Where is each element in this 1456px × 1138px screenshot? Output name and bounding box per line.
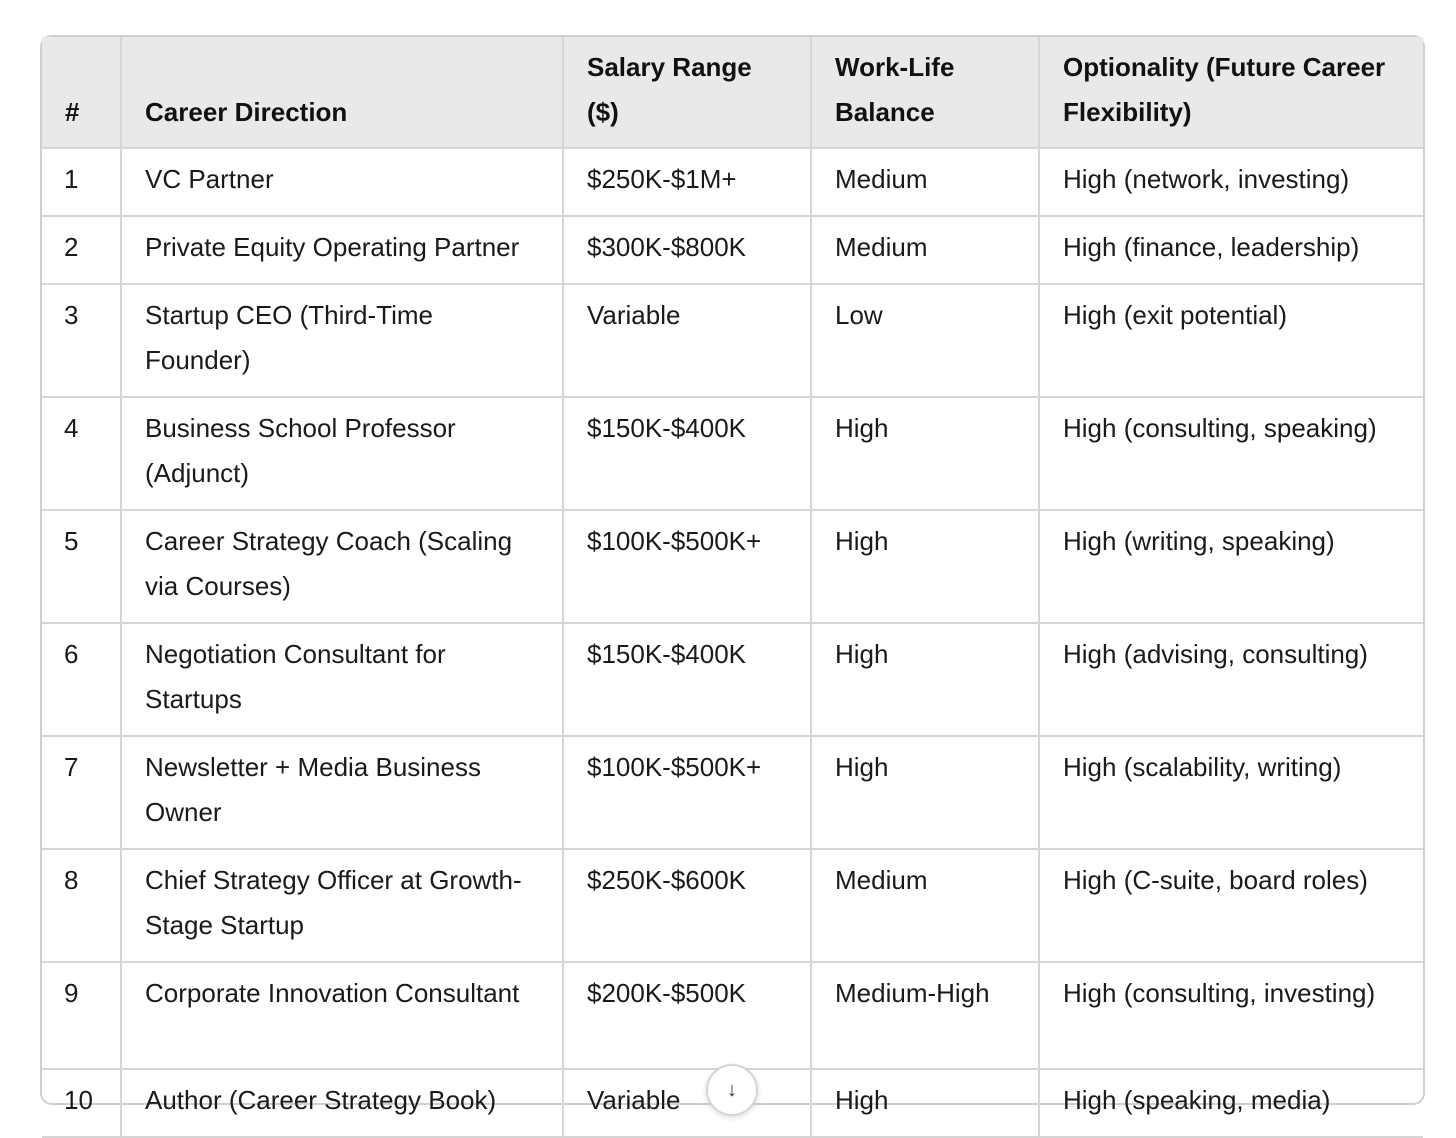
cell-career-direction: Author (Career Strategy Book) bbox=[121, 1069, 563, 1137]
cell-career-direction: Startup CEO (Third-Time Founder) bbox=[121, 284, 563, 397]
cell-salary-range: Variable bbox=[563, 284, 811, 397]
career-table-container bbox=[40, 35, 1425, 1115]
cell-number: 5 bbox=[42, 510, 121, 623]
cell-salary-range: $300K-$800K bbox=[563, 216, 811, 284]
cell-career-direction: Business School Professor (Adjunct) bbox=[121, 397, 563, 510]
cell-number: 6 bbox=[42, 623, 121, 736]
column-header-work-life-balance: Work-Life Balance bbox=[811, 37, 1039, 148]
cell-optionality: High (consulting, investing) bbox=[1039, 962, 1423, 1069]
table-row bbox=[42, 148, 1423, 216]
table-row bbox=[42, 849, 1423, 962]
cell-work-life-balance: High bbox=[811, 1069, 1039, 1137]
column-header-number: # bbox=[42, 37, 121, 148]
cell-number: 3 bbox=[42, 284, 121, 397]
table-row bbox=[42, 623, 1423, 736]
cell-optionality: High (scalability, writing) bbox=[1039, 736, 1423, 849]
cell-career-direction: VC Partner bbox=[121, 148, 563, 216]
table-row bbox=[42, 962, 1423, 1069]
cell-career-direction: Newsletter + Media Business Owner bbox=[121, 736, 563, 849]
cell-salary-range: $100K-$500K+ bbox=[563, 736, 811, 849]
cell-optionality: High (speaking, media) bbox=[1039, 1069, 1423, 1137]
cell-salary-range: Variable bbox=[563, 1069, 811, 1137]
column-header-salary-range: Salary Range ($) bbox=[563, 37, 811, 148]
cell-career-direction: Corporate Innovation Consultant bbox=[121, 962, 563, 1069]
career-table bbox=[42, 37, 1423, 1138]
cell-optionality: High (consulting, speaking) bbox=[1039, 397, 1423, 510]
cell-optionality: High (C-suite, board roles) bbox=[1039, 849, 1423, 962]
cell-optionality: High (network, investing) bbox=[1039, 148, 1423, 216]
table-row bbox=[42, 736, 1423, 849]
cell-number: 4 bbox=[42, 397, 121, 510]
cell-career-direction: Career Strategy Coach (Scaling via Courses) bbox=[121, 510, 563, 623]
column-header-career-direction: Career Direction bbox=[121, 37, 563, 148]
table-row bbox=[42, 284, 1423, 397]
scroll-to-bottom-button[interactable] bbox=[706, 1064, 758, 1116]
cell-optionality: High (finance, leadership) bbox=[1039, 216, 1423, 284]
cell-work-life-balance: High bbox=[811, 623, 1039, 736]
cell-career-direction: Private Equity Operating Partner bbox=[121, 216, 563, 284]
table-header-row bbox=[42, 37, 1423, 148]
cell-work-life-balance: High bbox=[811, 510, 1039, 623]
cell-work-life-balance: Medium bbox=[811, 849, 1039, 962]
cell-number: 1 bbox=[42, 148, 121, 216]
table-row bbox=[42, 216, 1423, 284]
cell-number: 7 bbox=[42, 736, 121, 849]
cell-salary-range: $250K-$600K bbox=[563, 849, 811, 962]
cell-optionality: High (exit potential) bbox=[1039, 284, 1423, 397]
table-row bbox=[42, 397, 1423, 510]
cell-salary-range: $150K-$400K bbox=[563, 623, 811, 736]
cell-work-life-balance: Low bbox=[811, 284, 1039, 397]
cell-career-direction: Chief Strategy Officer at Growth-Stage Startup bbox=[121, 849, 563, 962]
table-row bbox=[42, 510, 1423, 623]
cell-work-life-balance: High bbox=[811, 397, 1039, 510]
arrow-down-icon: ↓ bbox=[727, 1079, 737, 1101]
cell-number: 9 bbox=[42, 962, 121, 1069]
column-header-optionality: Optionality (Future Career Flexibility) bbox=[1039, 37, 1423, 148]
cell-number: 10 bbox=[42, 1069, 121, 1137]
cell-number: 2 bbox=[42, 216, 121, 284]
cell-salary-range: $250K-$1M+ bbox=[563, 148, 811, 216]
cell-work-life-balance: Medium-High bbox=[811, 962, 1039, 1069]
cell-optionality: High (advising, consulting) bbox=[1039, 623, 1423, 736]
cell-work-life-balance: Medium bbox=[811, 216, 1039, 284]
cell-work-life-balance: High bbox=[811, 736, 1039, 849]
cell-optionality: High (writing, speaking) bbox=[1039, 510, 1423, 623]
cell-salary-range: $200K-$500K bbox=[563, 962, 811, 1069]
cell-number: 8 bbox=[42, 849, 121, 962]
cell-salary-range: $100K-$500K+ bbox=[563, 510, 811, 623]
cell-career-direction: Negotiation Consultant for Startups bbox=[121, 623, 563, 736]
cell-salary-range: $150K-$400K bbox=[563, 397, 811, 510]
cell-work-life-balance: Medium bbox=[811, 148, 1039, 216]
